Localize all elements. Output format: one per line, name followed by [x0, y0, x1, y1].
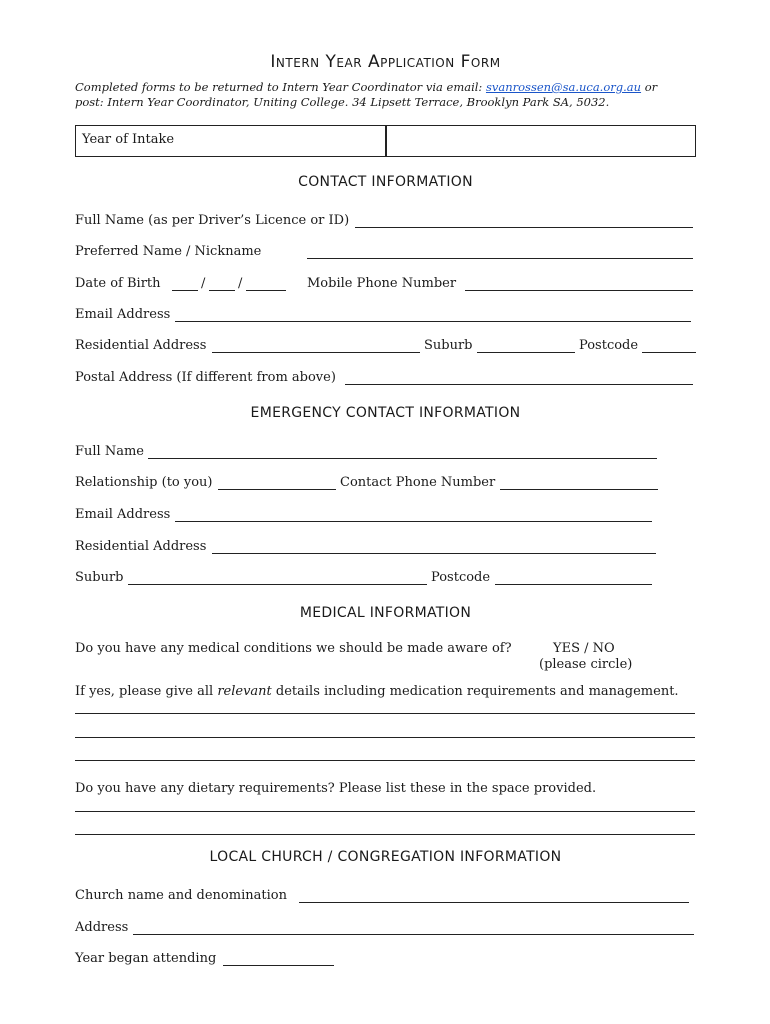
emergency-residential-label: Residential Address	[75, 539, 207, 554]
yes-no-option[interactable]: YES / NO	[553, 641, 615, 656]
year-of-intake-table	[75, 125, 696, 157]
dob-month-field[interactable]	[209, 290, 235, 291]
postal-address-label: Postal Address (If different from above)	[75, 370, 336, 385]
church-address-field[interactable]	[133, 934, 694, 935]
preferred-name-field[interactable]	[307, 258, 693, 259]
contact-info-heading: CONTACT INFORMATION	[298, 174, 473, 190]
dob-separator: /	[201, 276, 206, 291]
postcode-label: Postcode	[579, 338, 639, 353]
coordinator-email-link[interactable]: svanrossen@sa.uca.org.au	[485, 80, 642, 94]
dob-day-field[interactable]	[172, 290, 198, 291]
emergency-full-name-field[interactable]	[148, 458, 657, 459]
mobile-field[interactable]	[465, 290, 693, 291]
contact-phone-field[interactable]	[500, 489, 658, 490]
preferred-name-label: Preferred Name / Nickname	[75, 244, 262, 259]
emergency-suburb-field[interactable]	[128, 584, 427, 585]
instructions-suffix: or	[641, 80, 658, 94]
application-form	[75, 0, 696, 1024]
emergency-postcode-label: Postcode	[431, 570, 491, 585]
postal-address-field[interactable]	[345, 384, 693, 385]
form-instructions	[75, 80, 696, 110]
emergency-email-field[interactable]	[175, 521, 652, 522]
email-field[interactable]	[175, 321, 691, 322]
mobile-label: Mobile Phone Number	[307, 276, 457, 291]
medical-info-heading: MEDICAL INFORMATION	[299, 605, 472, 621]
details-suffix: details including medication requirements and management.	[271, 684, 679, 699]
full-name-field[interactable]	[355, 227, 693, 228]
details-prefix: If yes, please give all	[75, 684, 218, 699]
year-of-intake-label: Year of Intake	[82, 132, 175, 147]
relationship-field[interactable]	[218, 489, 336, 490]
dob-label: Date of Birth	[75, 276, 161, 291]
residential-address-label: Residential Address	[75, 338, 207, 353]
medical-details-line[interactable]	[75, 760, 695, 761]
medical-details-line[interactable]	[75, 713, 695, 714]
emergency-email-label: Email Address	[75, 507, 171, 522]
instructions-prefix: Completed forms to be returned to Intern Year Coordinator via email:	[75, 80, 486, 94]
emergency-residential-field[interactable]	[212, 553, 656, 554]
circle-note: (please circle)	[539, 657, 633, 672]
suburb-field[interactable]	[477, 352, 575, 353]
full-name-label: Full Name (as per Driver’s Licence or ID)	[75, 213, 350, 228]
church-info-heading: LOCAL CHURCH / CONGREGATION INFORMATION	[209, 849, 562, 865]
dob-separator: /	[238, 276, 243, 291]
dietary-question: Do you have any dietary requirements? Please list these in the space provided.	[75, 781, 597, 796]
emergency-full-name-label: Full Name	[75, 444, 144, 459]
emergency-suburb-label: Suburb	[75, 570, 124, 585]
medical-question: Do you have any medical conditions we should be made aware of?	[75, 641, 512, 656]
emergency-postcode-field[interactable]	[495, 584, 652, 585]
emergency-contact-heading: EMERGENCY CONTACT INFORMATION	[250, 405, 521, 421]
details-emphasis: relevant	[217, 684, 272, 699]
year-began-label: Year began attending	[75, 951, 217, 966]
residential-address-field[interactable]	[212, 352, 420, 353]
church-name-field[interactable]	[299, 902, 689, 903]
year-of-intake-field[interactable]	[387, 126, 695, 156]
church-address-label: Address	[75, 920, 129, 935]
dietary-line[interactable]	[75, 834, 695, 835]
postal-instructions: post: Intern Year Coordinator, Uniting College. 34 Lipsett Terrace, Brooklyn Park SA, 5032.	[75, 95, 610, 109]
medical-details-line[interactable]	[75, 737, 695, 738]
suburb-label: Suburb	[424, 338, 473, 353]
year-began-field[interactable]	[223, 965, 334, 966]
church-name-label: Church name and denomination	[75, 888, 287, 903]
email-label: Email Address	[75, 307, 171, 322]
relationship-label: Relationship (to you)	[75, 475, 213, 490]
contact-phone-label: Contact Phone Number	[340, 475, 496, 490]
dob-year-field[interactable]	[246, 290, 286, 291]
postcode-field[interactable]	[642, 352, 696, 353]
dietary-line[interactable]	[75, 811, 695, 812]
medical-details-prompt	[75, 684, 679, 699]
form-title: Intern Year Application Form	[270, 52, 501, 72]
